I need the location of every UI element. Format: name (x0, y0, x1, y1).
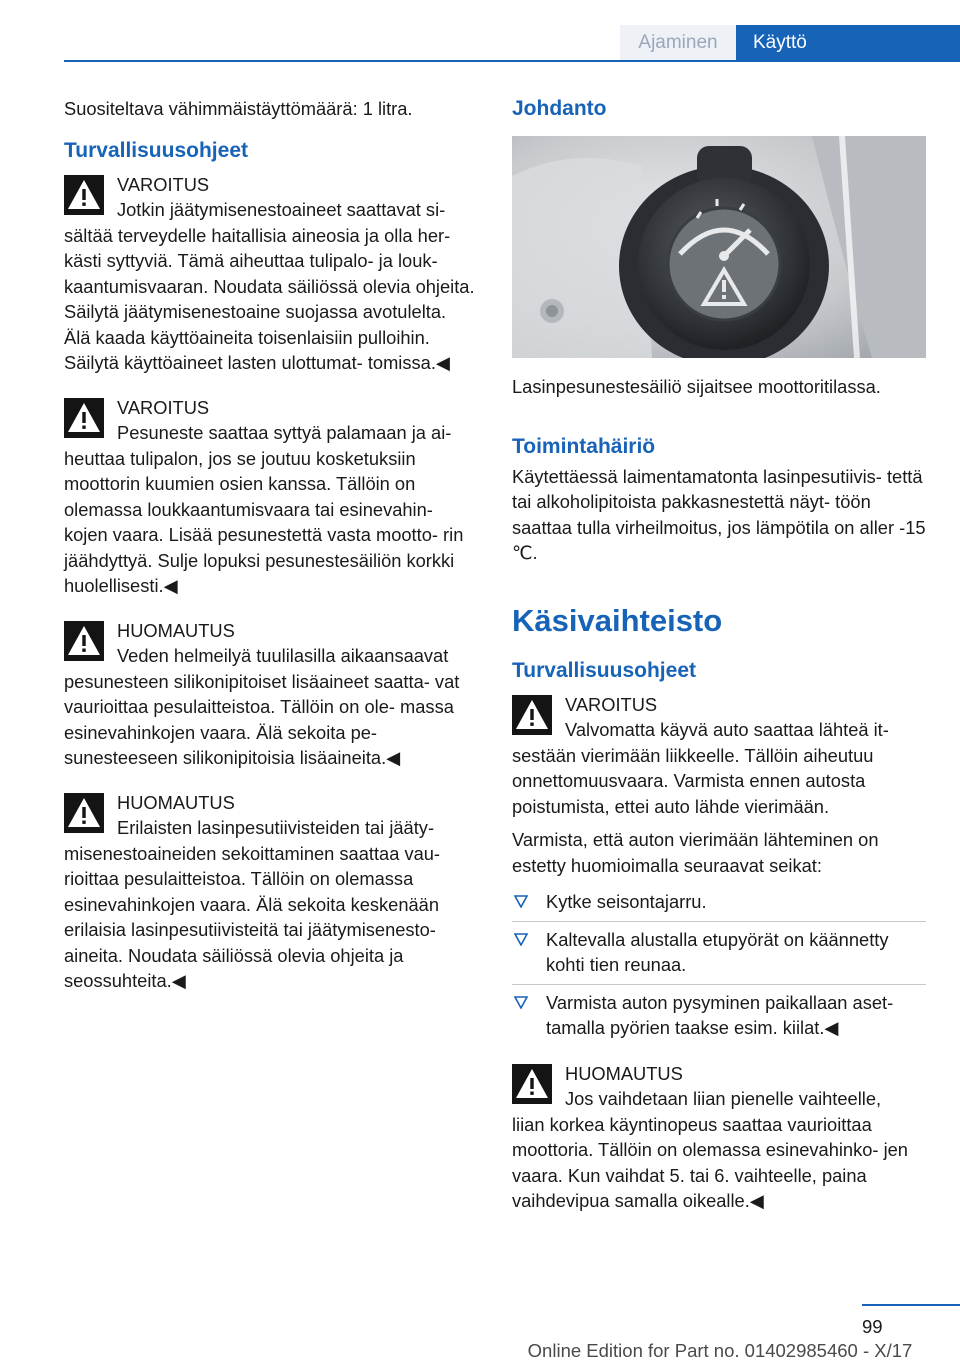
notice-title: VAROITUS (117, 173, 210, 195)
notice-caution-2 (64, 790, 476, 994)
notice-caution-manual (512, 1061, 926, 1214)
notice-lead: Veden helmeilyä tuulilasilla aikaansaavat (117, 645, 449, 666)
intro-text: Suositeltava vähimmäistäyttömäärä: 1 litra. (64, 98, 413, 119)
right-column (512, 96, 926, 1233)
list-item (512, 884, 926, 922)
notice-lead: Jos vaihdetaan liian pienelle vaihteelle, (565, 1088, 882, 1109)
notice-body: sestään vierimään liikkeelle. Tällöin aiheutuu onnettomuusvaara. Varmista ennen autosta poistumista, ettei auto lähde vierimään. (512, 744, 874, 817)
warning-triangle-icon (512, 1064, 552, 1104)
header-tab-ajaminen[interactable]: Ajaminen (620, 25, 736, 61)
warning-triangle-icon (64, 793, 104, 833)
fault-text: Käytettäessä laimentamatonta lasinpesutiivis‐ tettä tai alkoholipitoista pakkasnestettä näyt‐ töön saattaa tulla virheilmoitus, jos lämpötila on aller -15 ℃. (512, 465, 926, 563)
heading-kasivaihteisto: Käsivaihteisto (512, 602, 723, 638)
bullet-text: Kytke seisontajarru. (546, 891, 707, 912)
notice-title: HUOMAUTUS (117, 619, 235, 641)
notice-warning-2 (64, 395, 476, 599)
warning-triangle-icon (64, 175, 104, 215)
photo-caption: Lasinpesunestesäiliö sijaitsee moottoritilassa. (512, 376, 881, 397)
notice-lead: Valvomatta käyvä auto saattaa lähteä it‐ (565, 719, 889, 740)
page-number: 99 (862, 1316, 883, 1337)
bullet-list (512, 884, 926, 1047)
notice-body: pesunesteen silikonipitoiset lisäaineet saatta‐ vat vaurioittaa pesulaitteistoa. Tällöin on ole‐ massa esinevahinkojen vaara. Älä sekoita pe‐ sunesteeseen silikonipitoisia lisäaineita.◀ (64, 670, 460, 768)
notice-title: VAROITUS (565, 693, 658, 715)
triangle-bullet-icon (514, 932, 528, 946)
notice-title: HUOMAUTUS (117, 791, 235, 813)
heading-johdanto: Johdanto (512, 97, 607, 120)
list-item (512, 922, 926, 985)
section-heading-safety: Turvallisuusohjeet (64, 138, 248, 162)
notice-body: sältää terveydelle haitallisia aineosia ja olla her‐ kästi syttyviä. Tämä aiheuttaa tulipalo- ja louk‐ kaantumisvaaran. Noudata säiliössä olevia ohjeita. Säilytä jäätymisenestoaine suojassa avotulelta. Älä kaada käyttöaineita toisenlaisiin pulloihin. Säilytä käyttöaineet lasten ulottumat‐ tomissa.◀ (64, 224, 475, 373)
notice-warning-manual (512, 692, 926, 820)
notice-lead: Erilaisten lasinpesutiivisteiden tai jääty‐ (117, 817, 435, 838)
list-item (512, 985, 926, 1047)
header-tab-kaytto[interactable]: Käyttö (736, 25, 960, 61)
washer-reservoir-photo (512, 136, 926, 358)
notice-lead: Pesuneste saattaa syttyä palamaan ja ai‐ (117, 422, 452, 443)
footer-divider (862, 1304, 960, 1306)
ensure-text: Varmista, että auton vierimään lähteminen on estetty huomioimalla seuraavat seikat: (512, 829, 879, 876)
notice-title: HUOMAUTUS (565, 1062, 683, 1084)
left-column (64, 96, 476, 1013)
triangle-bullet-icon (514, 894, 528, 908)
triangle-bullet-icon (514, 995, 528, 1009)
notice-body: liian korkea käyntinopeus saattaa vaurioittaa moottoria. Tällöin on olemassa esinevahinko‐ jen vaara. Kun vaihdat 5. tai 6. vaihteelle, paina vaihdevipua samalla oikealle.◀ (512, 1113, 908, 1211)
bullet-text: Varmista auton pysyminen paikallaan aset‐ tamalla pyörien taakse esim. kiilat.◀ (546, 991, 894, 1038)
notice-warning-1 (64, 172, 476, 376)
notice-body: heuttaa tulipalon, jos se joutuu kosketuksiin moottorin kuumien osien kanssa. Tällöin on olemassa loukkaantumisvaara tai esinevahin‐ kojen vaara. Lisää pesunestettä vasta mootto‐ rin jäähdyttyä. Sulje lopuksi pesunestesäiliön korkki huolellisesti.◀ (64, 447, 464, 596)
notice-lead: Jotkin jäätymisenestoaineet saattavat si‐ (117, 199, 446, 220)
bullet-text: Kaltevalla alustalla etupyörät on käännetty kohti tien reunaa. (546, 928, 889, 975)
notice-title: VAROITUS (117, 396, 210, 418)
notice-caution-1 (64, 618, 476, 771)
edition-footer: Online Edition for Part no. 01402985460 - X/17 (527, 1340, 913, 1361)
notice-body: misenestoaineiden sekoittaminen saattaa vau‐ rioittaa pesulaitteistoa. Tällöin on olemassa esinevahinkojen vaara. Älä sekoita keskenään erilaisia lasinpesutiivisteitä tai jäätymisenesto‐ aineita. Noudata säiliössä olevia ohjeita ja seossuhteita.◀ (64, 842, 441, 991)
warning-triangle-icon (64, 621, 104, 661)
warning-triangle-icon (512, 695, 552, 735)
heading-toimintahairio: Toimintahäiriö (512, 434, 656, 458)
warning-triangle-icon (64, 398, 104, 438)
heading-safety-manual: Turvallisuusohjeet (512, 658, 696, 682)
header-divider (64, 60, 960, 62)
page-header (0, 0, 960, 62)
